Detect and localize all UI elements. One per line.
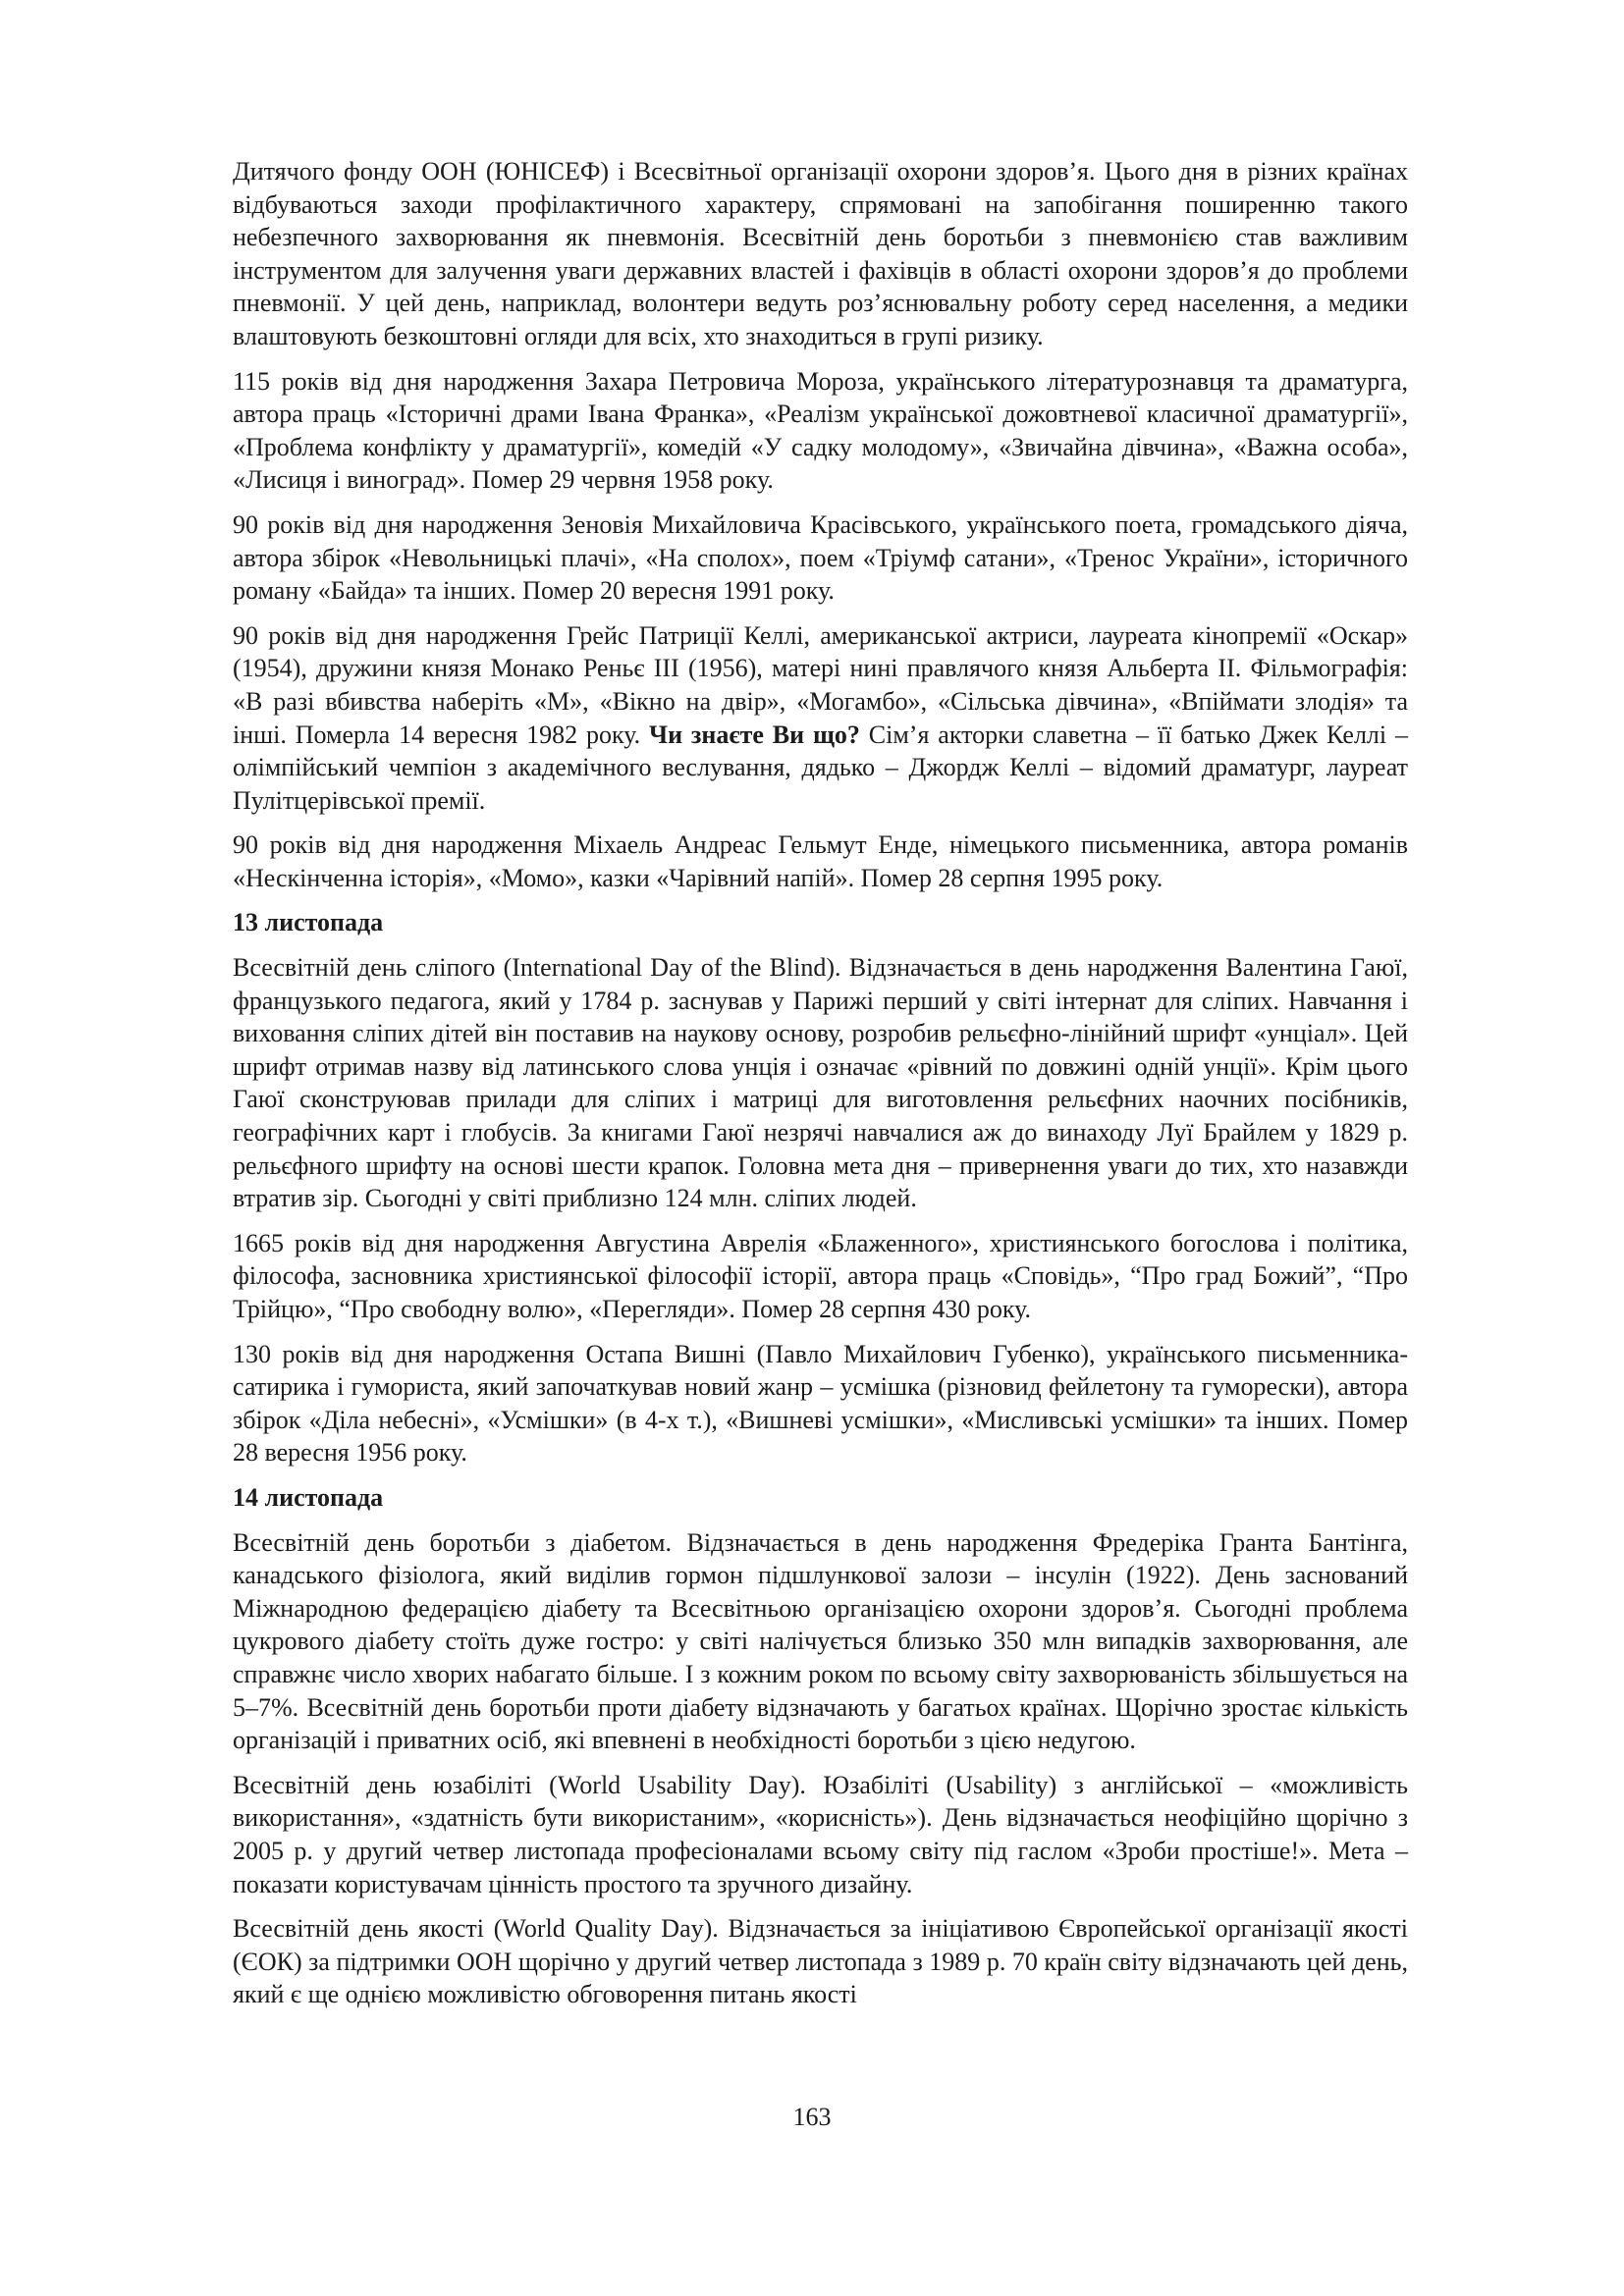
paragraph-kelly — [233, 619, 1408, 818]
did-you-know-label: Чи знаєте Ви що? — [648, 720, 860, 749]
kelly-text-before: 90 років від дня народження Грейс Патриції Келлі, американської актриси, лауреата кінопремії «Оскар» (1954), дружини князя Монако Реньє ІІІ (1956), матері нині правлячого князя Альберта ІІ. Фільмографія: «В разі вбивства наберіть «М», «Вікно на двір», «Могамбо», «Сільська дівчина», «Впіймати злодія» та інші. Померла 14 вересня 1982 року. — [233, 620, 1408, 749]
paragraph-krasivskyi: 90 років від дня народження Зеновія Михайловича Красівського, українського поета, громадського діяча, автора збірок «Невольницькі плачі», «На сполох», поем «Тріумф сатани», «Тренос України», історичного роману «Байда» та інших. Помер 20 вересня 1991 року. — [233, 509, 1408, 606]
paragraph-augustine: 1665 років від дня народження Августина Аврелія «Блаженного», християнського богослова і політика, філософа, засновника християнської філософії історії, автора праць «Сповідь», “Про град Божий”, “Про Трійцю», “Про свободну волю», «Перегляди». Помер 28 серпня 430 року. — [233, 1228, 1408, 1323]
paragraph-usability-day: Всесвітній день юзабіліті (World Usability Day). Юзабіліті (Usability) з англійської – «можливість використання», «здатність бути використаним», «корисність»). День відзначається неофіційно щорічно з 2005 р. у другий четвер листопада професіоналами всьому світу під гаслом «Зроби простіше!». Мета – показати користувачам цінність простого та зручного дизайну. — [233, 1770, 1408, 1898]
section-heading-nov-14: 14 листопада — [233, 1482, 384, 1512]
section-heading-nov-13: 13 листопада — [233, 908, 384, 937]
paragraph-ende: 90 років від дня народження Міхаель Андреас Гельмут Енде, німецького письменника, автора романів «Нескінченна історія», «Момо», казки «Чарівний напій». Помер 28 серпня 1995 року. — [233, 830, 1408, 892]
paragraph-pneumonia-day: Дитячого фонду ООН (ЮНІСЕФ) і Всесвітньої організації охорони здоров’я. Цього дня в різних країнах відбуваються заходи профілактичного характеру, спрямовані на запобігання поширенню такого небезпечного захворювання як пневмонія. Всесвітній день боротьби з пневмонією став важливим інструментом для залучення уваги державних властей і фахівців в області охорони здоров’я до проблеми пневмонії. У цей день, наприклад, волонтери ведуть роз’яснювальну роботу серед населення, а медики влаштовують безкоштовні огляди для всіх, хто знаходиться в групі ризику. — [233, 157, 1408, 350]
paragraph-diabetes-day: Всесвітній день боротьби з діабетом. Відзначається в день народження Фредеріка Гранта Бантінга, канадського фізіолога, який виділив гормон підшлункової залози – інсулін (1922). День заснований Міжнародною федерацією діабету та Всесвітньою організацією охорони здоров’я. Сьогодні проблема цукрового діабету стоїть дуже гостро: у світі налічується близько 350 млн випадків захворювання, але справжнє число хворих набагато більше. І з кожним роком по всьому світу захворюваність збільшується на 5–7%. Всесвітній день боротьби проти діабету відзначають у багатьох країнах. Щорічно зростає кількість організацій і приватних осіб, які впевнені в необхідності боротьби з цією недугою. — [233, 1527, 1408, 1755]
paragraph-ostap-vyshnia: 130 років від дня народження Остапа Вишні (Павло Михайлович Губенко), українського письменника-сатирика і гумориста, який започаткував новий жанр – усмішка (різновид фейлетону та гуморески), автора збірок «Діла небесні», «Усмішки» (в 4-х т.), «Вишневі усмішки», «Мисливські усмішки» та інших. Помер 28 вересня 1956 року. — [233, 1339, 1408, 1468]
paragraph-day-of-blind: Всесвітній день сліпого (International Day of the Blind). Відзначається в день народження Валентина Гаюї, французького педагога, який у 1784 р. заснував у Парижі перший у світі інтернат для сліпих. Навчання і виховання сліпих дітей він поставив на наукову основу, розробив рельєфно-лінійний шрифт «унціал». Цей шрифт отримав назву від латинського слова унція і означає «рівний по довжині одній унції». Крім цього Гаюї сконструював прилади для сліпих і матриці для виготовлення рельєфних наочних посібників, географічних карт і глобусів. За книгами Гаюї незрячі навчалися аж до винаходу Луї Брайлем у 1829 р. рельєфного шрифту на основі шести крапок. Головна мета дня – привернення уваги до тих, хто назавжди втратив зір. Сьогодні у світі приблизно 124 млн. сліпих людей. — [233, 953, 1408, 1213]
document-page — [233, 155, 1408, 2023]
paragraph-moroz: 115 років від дня народження Захара Петровича Мороза, українського літературознавця та драматурга, автора праць «Історичні драми Івана Франка», «Реалізм української дожовтневої класичної драматургії», «Проблема конфлікту у драматургії», комедій «У садку молодому», «Звичайна дівчина», «Важна особа», «Лисиця і виноград». Помер 29 червня 1958 року. — [233, 366, 1408, 495]
kelly-text-after: Сім’я акторки славетна – її батько Джек Келлі – олімпійський чемпіон з академічного веслування, дядько – Джордж Келлі – відомий драматург, лауреат Пулітцерівської премії. — [233, 720, 1408, 815]
paragraph-quality-day: Всесвітній день якості (World Quality Day). Відзначається за ініціативою Європейської організації якості (ЄОК) за підтримки ООН щорічно у другий четвер листопада з 1989 р. 70 країн світу відзначають цей день, який є ще однією можливістю обговорення питань якості — [233, 1914, 1408, 2009]
page-number: 163 — [792, 2103, 832, 2131]
